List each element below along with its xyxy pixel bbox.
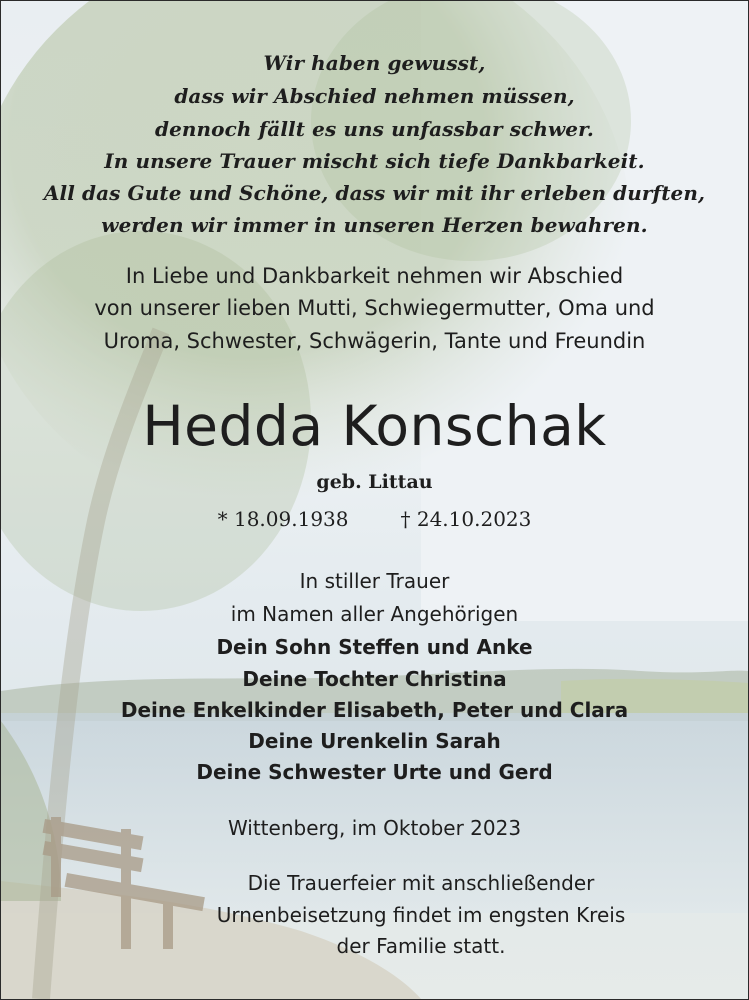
- life-dates: [1, 507, 748, 531]
- family-line: Deine Tochter Christina: [242, 667, 507, 691]
- family-line: Deine Urenkelin Sarah: [248, 729, 501, 753]
- family-line: Deine Schwester Urte und Gerd: [196, 760, 553, 784]
- birth-date: * 18.09.1938: [217, 507, 349, 531]
- death-date: † 24.10.2023: [400, 507, 532, 531]
- intro-line: Uroma, Schwester, Schwägerin, Tante und Freundin: [103, 329, 646, 353]
- family-line: Deine Enkelkinder Elisabeth, Peter und Clara: [120, 698, 629, 722]
- verse-line: Wir haben gewusst,: [263, 51, 486, 75]
- mourning-line: im Namen aller Angehörigen: [230, 602, 519, 626]
- mourning-line: In stiller Trauer: [299, 569, 450, 593]
- verse-line: werden wir immer in unseren Herzen bewahren.: [101, 213, 648, 237]
- verse-line: dennoch fällt es uns unfassbar schwer.: [154, 117, 594, 141]
- intro-line: In Liebe und Dankbarkeit nehmen wir Abschied: [125, 264, 624, 288]
- deceased-name: Hedda Konschak: [142, 394, 607, 458]
- intro-line: von unserer lieben Mutti, Schwiegermutter, Oma und: [94, 296, 655, 320]
- funeral-line: der Familie statt.: [336, 934, 506, 958]
- family-line: Dein Sohn Steffen und Anke: [216, 635, 533, 659]
- funeral-line: Urnenbeisetzung findet im engsten Kreis: [216, 903, 626, 927]
- verse-line: dass wir Abschied nehmen müssen,: [174, 84, 575, 108]
- place-date: Wittenberg, im Oktober 2023: [227, 816, 522, 840]
- funeral-line: Die Trauerfeier mit anschließender: [247, 871, 595, 895]
- verse-line: In unsere Trauer mischt sich tiefe Dankbarkeit.: [104, 149, 645, 173]
- verse-line: All das Gute und Schöne, dass wir mit ihr erleben durften,: [43, 181, 706, 205]
- birth-name: geb. Littau: [316, 471, 433, 493]
